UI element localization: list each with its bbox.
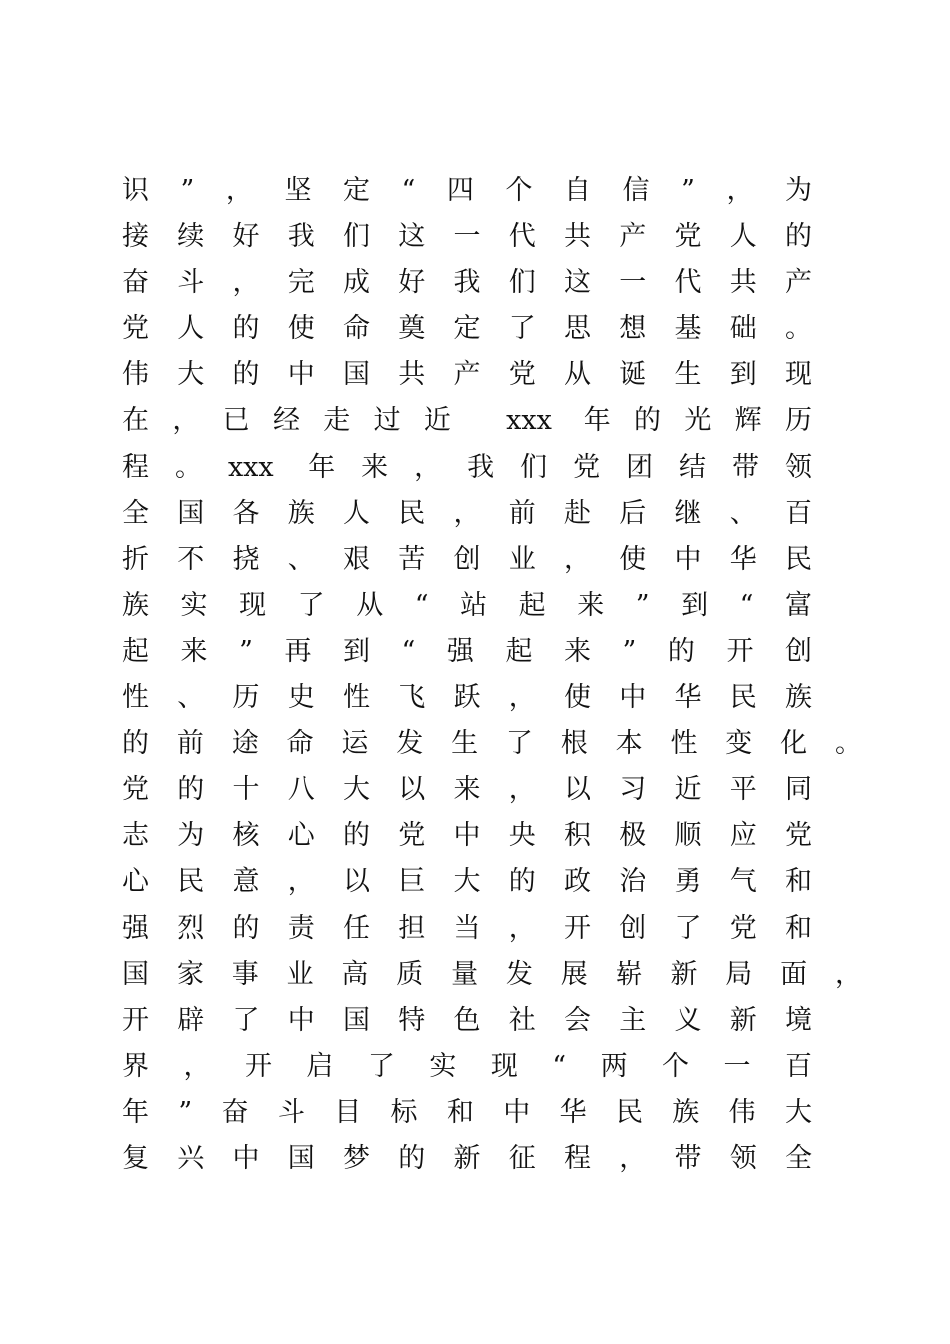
text-line: 伟大的中国共产党从诞生到现	[122, 359, 812, 391]
text-line: 强烈的责任担当，开创了党和	[122, 912, 812, 944]
text-line: 性、历史性飞跃，使中华民族	[122, 682, 812, 714]
text-line: 的前途命运发生了根本性变化。	[122, 728, 862, 760]
text-line: 识”，坚定“四个自信”，为	[122, 175, 812, 206]
text-line: 国家事业高质量发展崭新局面，	[122, 958, 862, 990]
text-line: 奋斗，完成好我们这一代共产	[122, 267, 812, 299]
text-line: 开辟了中国特色社会主义新境	[122, 1004, 812, 1036]
text-line: 接续好我们这一代共产党人的	[122, 221, 812, 253]
text-line: 心民意，以巨大的政治勇气和	[122, 866, 812, 898]
text-line: 复兴中国梦的新征程，带领全	[122, 1142, 812, 1174]
text-line: 年”奋斗目标和中华民族伟大	[122, 1096, 812, 1128]
text-line: 全国各族人民，前赴后继、百	[122, 497, 812, 529]
text-line: 党的十八大以来，以习近平同	[122, 774, 812, 806]
text-line: 折不挠、艰苦创业，使中华民	[122, 543, 812, 575]
body-text	[122, 168, 862, 1182]
text-line: 程。xxx 年来，我们党团结带领	[122, 451, 812, 483]
text-line: 在，已经走过近 xxx 年的光辉历	[122, 405, 812, 437]
text-line: 界，开启了实现“两个一百	[122, 1050, 812, 1082]
text-line: 起来”再到“强起来”的开创	[122, 635, 812, 667]
text-line: 志为核心的党中央积极顺应党	[122, 820, 812, 852]
text-line: 族实现了从“站起来”到“富	[122, 589, 812, 621]
text-line: 党人的使命奠定了思想基础。	[122, 313, 812, 345]
